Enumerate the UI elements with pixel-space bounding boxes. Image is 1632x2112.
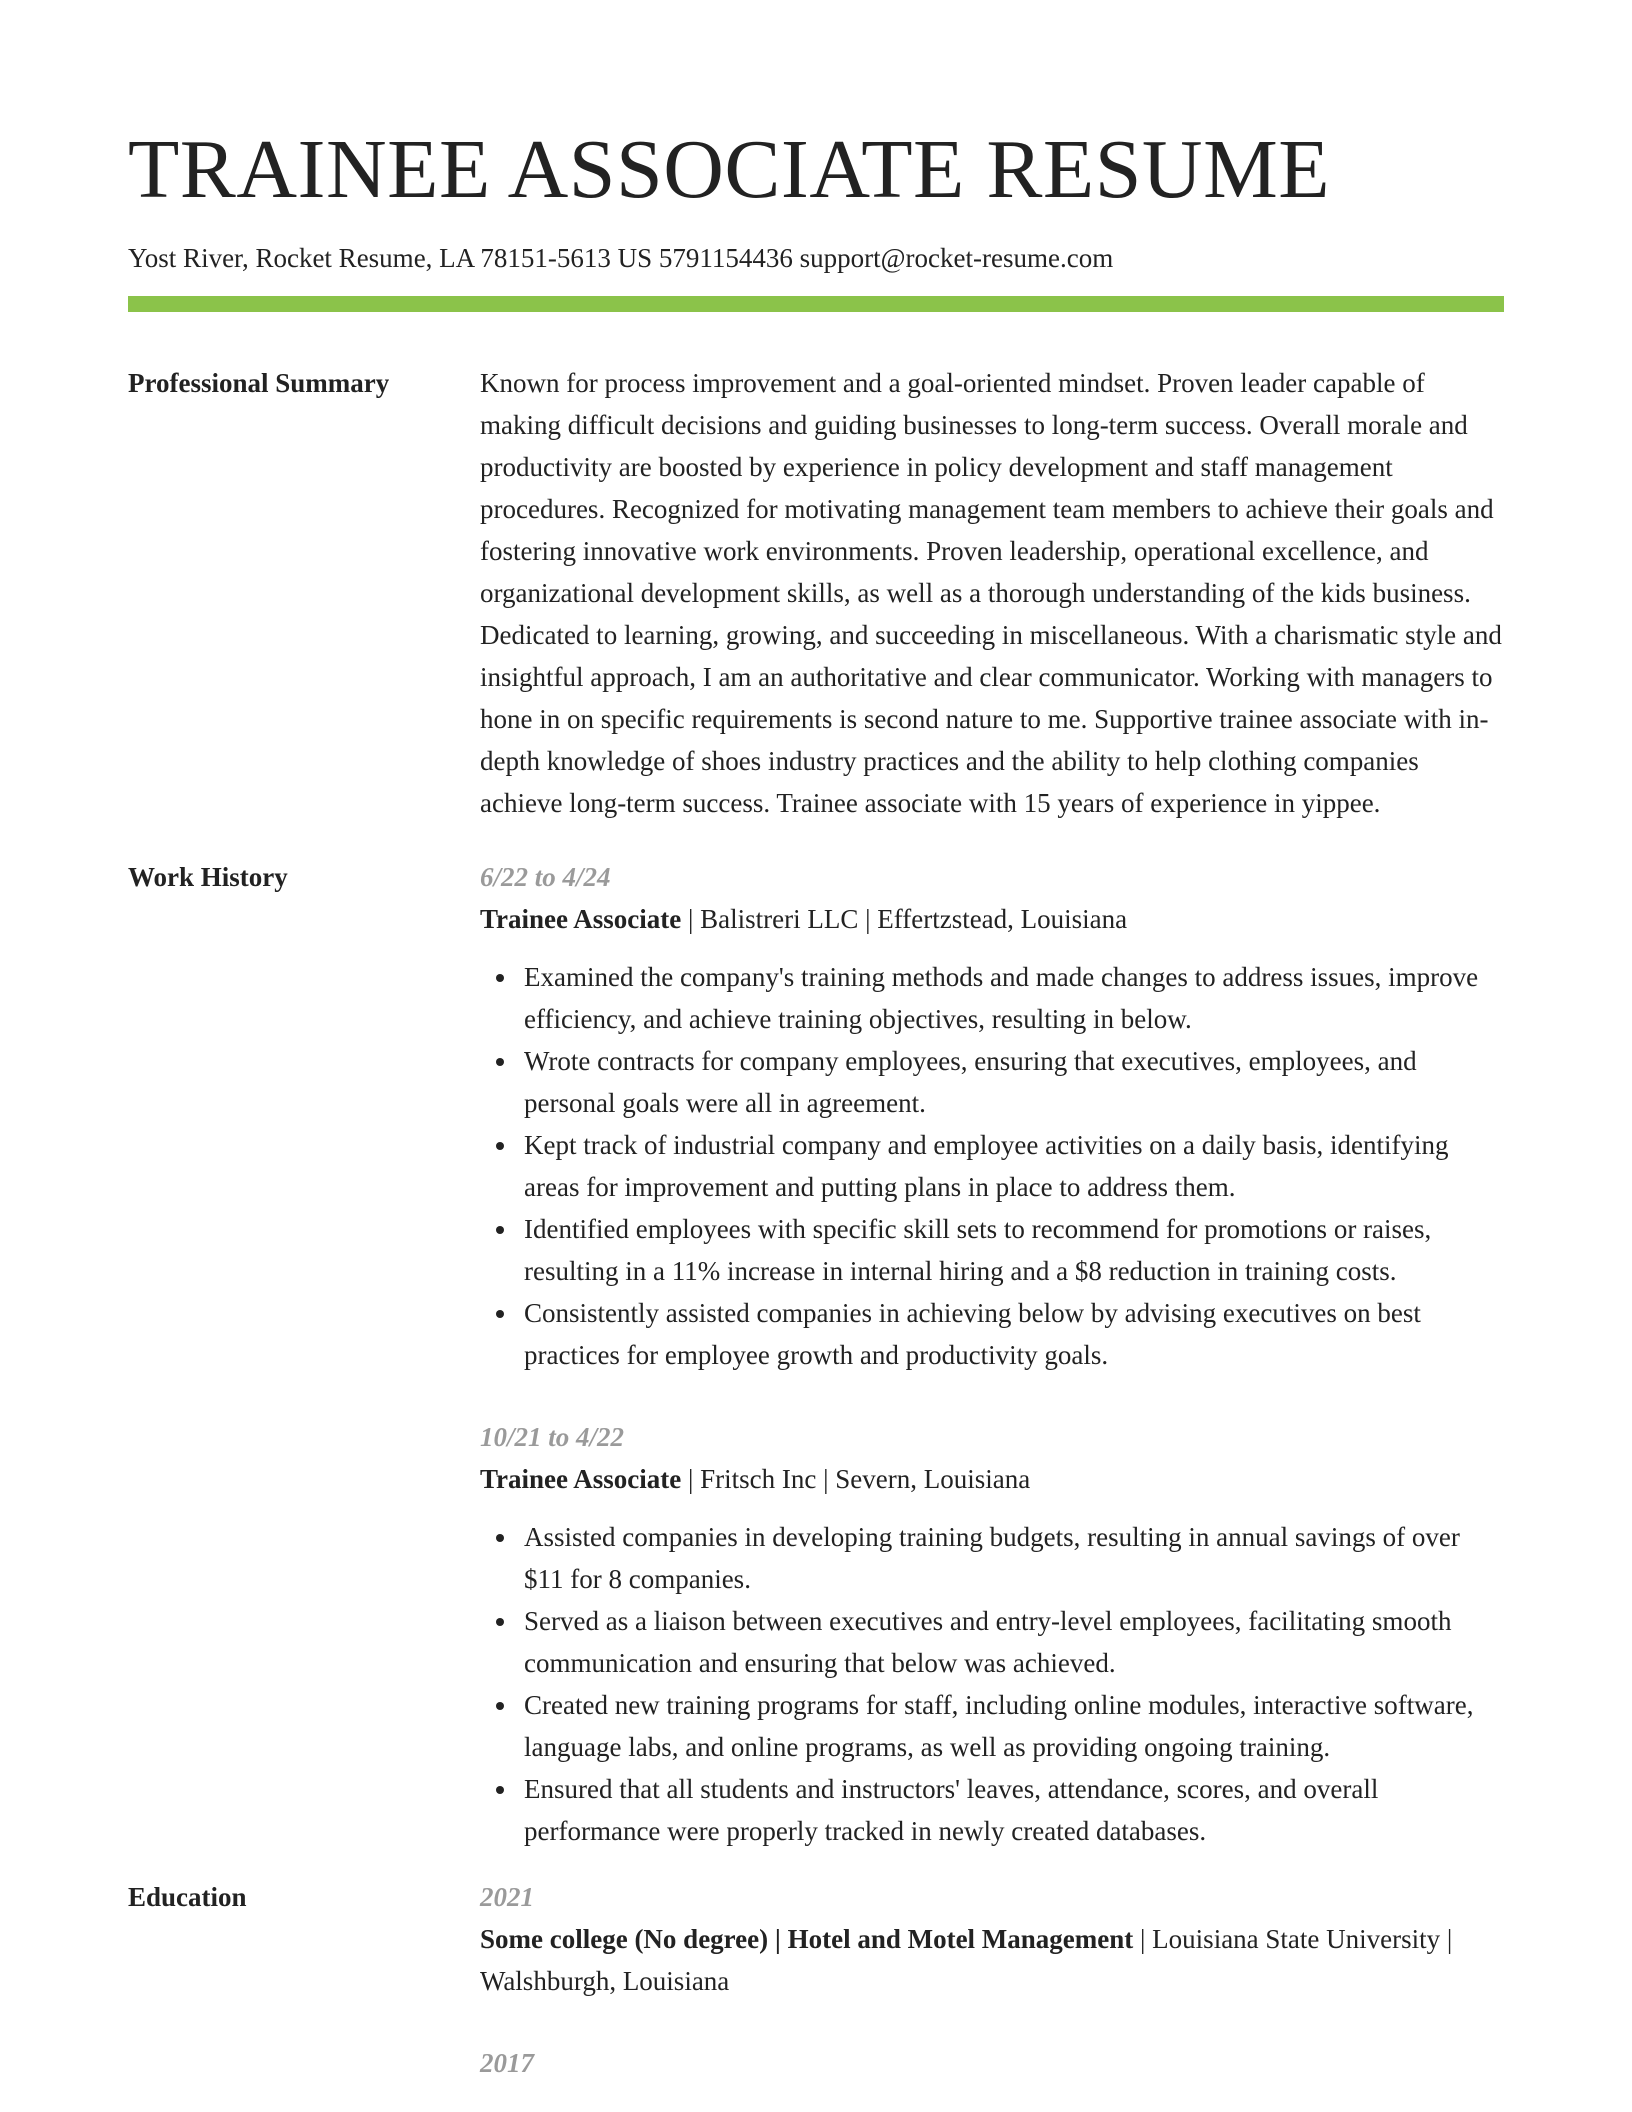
education-body [480,1876,1504,2084]
job-company-location: | Balistreri LLC | Effertzstead, Louisiana [681,904,1128,934]
contact-line: Yost River, Rocket Resume, LA 78151-5613 US 5791154436 support@rocket-resume.com [128,243,1114,273]
job-bullet: Assisted companies in developing training budgets, resulting in annual savings of over $11 for 8 companies. [524,1516,1504,1600]
education-entry [480,1876,1504,2002]
job-bullet: Served as a liaison between executives and entry-level employees, facilitating smooth communication and ensuring that below was achieved. [524,1600,1504,1684]
job-title: Trainee Associate [480,904,682,934]
job-entry [480,1416,1504,1852]
work-body [480,856,1504,1852]
education-school-location: | Louisiana State University | Walshburgh, Louisiana [480,1924,1453,1996]
job-heading [480,898,1504,940]
education-section [128,1876,1504,2084]
job-bullets [480,956,1504,1376]
professional-summary-section [128,362,1504,824]
job-title: Trainee Associate [480,1464,682,1494]
job-bullet: Consistently assisted companies in achieving below by advising executives on best practices for employee growth and productivity goals. [524,1292,1504,1376]
education-entry [480,2042,1504,2084]
job-entry [480,856,1504,1376]
job-bullets [480,1516,1504,1852]
education-year: 2017 [480,2048,534,2078]
section-label-summary: Professional Summary [128,368,390,398]
education-heading [480,1918,1504,2002]
work-history-section [128,856,1504,1852]
job-heading [480,1458,1504,1500]
job-company-location: | Fritsch Inc | Severn, Louisiana [681,1464,1031,1494]
job-bullet: Kept track of industrial company and employee activities on a daily basis, identifying areas for improvement and putting plans in place to address them. [524,1124,1504,1208]
education-year: 2021 [480,1882,534,1912]
accent-divider [128,296,1504,312]
job-bullet: Ensured that all students and instructors' leaves, attendance, scores, and overall performance were properly tracked in newly created databases. [524,1768,1504,1852]
summary-body [480,362,1504,824]
job-bullet: Examined the company's training methods and made changes to address issues, improve efficiency, and achieve training objectives, resulting in below. [524,956,1504,1040]
job-bullet: Created new training programs for staff, including online modules, interactive software, language labs, and online programs, as well as providing ongoing training. [524,1684,1504,1768]
job-dates: 6/22 to 4/24 [480,862,611,892]
education-degree: Some college (No degree) | Hotel and Motel Management [480,1924,1134,1954]
section-label-work: Work History [128,862,288,892]
section-label-education: Education [128,1882,247,1912]
summary-text: Known for process improvement and a goal-oriented mindset. Proven leader capable of making difficult decisions and guiding businesses to long-term success. Overall morale and productivity are boosted by experience in policy development and staff management procedures. Recognized for motivating management team members to achieve their goals and fostering innovative work environments. Proven leadership, operational excellence, and organizational development skills, as well as a thorough understanding of the kids business. Dedicated to learning, growing, and succeeding in miscellaneous. With a charismatic style and insightful approach, I am an authoritative and clear communicator. Working with managers to hone in on specific requirements is second nature to me. Supportive trainee associate with in-depth knowledge of shoes industry practices and the ability to help clothing companies achieve long-term success. Trainee associate with 15 years of experience in yippee. [480,368,1502,818]
job-bullet: Identified employees with specific skill sets to recommend for promotions or raises, resulting in a 11% increase in internal hiring and a $8 reduction in training costs. [524,1208,1504,1292]
job-dates: 10/21 to 4/22 [480,1422,625,1452]
resume-title: TRAINEE ASSOCIATE RESUME [128,123,1331,216]
job-bullet: Wrote contracts for company employees, ensuring that executives, employees, and personal goals were all in agreement. [524,1040,1504,1124]
